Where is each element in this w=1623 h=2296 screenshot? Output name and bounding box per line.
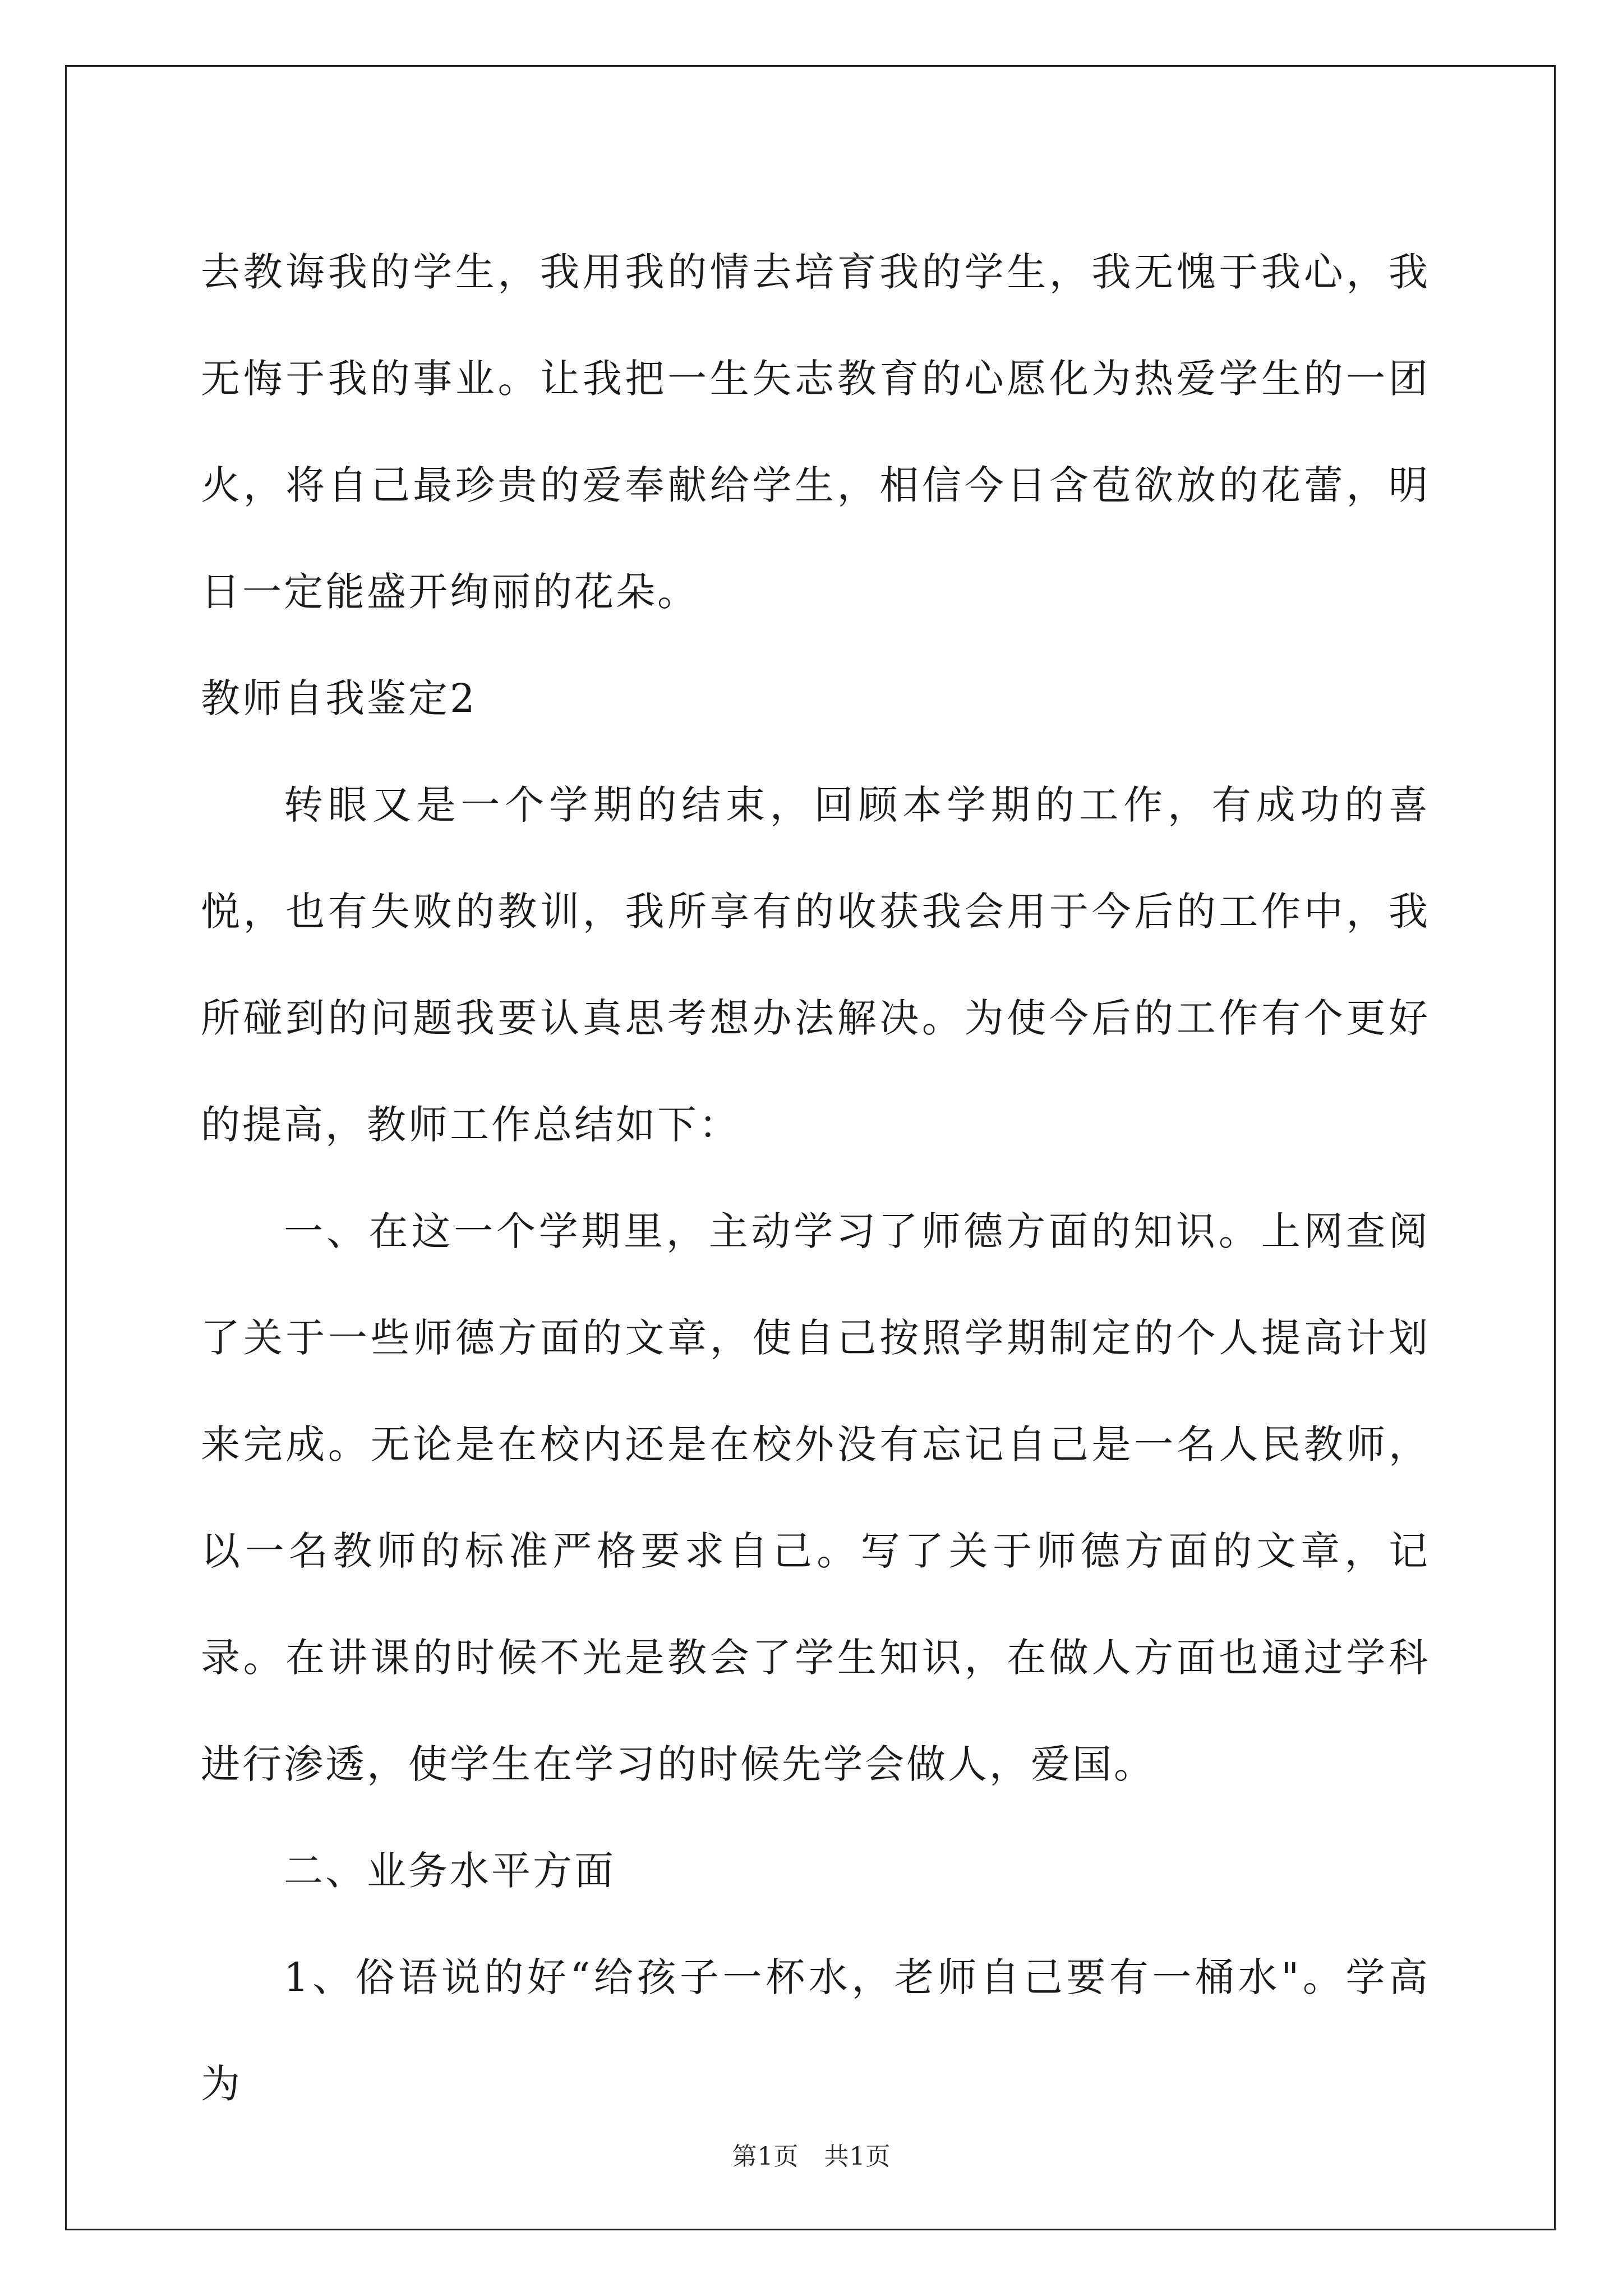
- paragraph-2: 转眼又是一个学期的结束，回顾本学期的工作，有成功的喜悦，也有失败的教训，我所享有的收获我会用于今后的工作中，我所碰到的问题我要认真思考想办法解决。为使今后的工作有个更好的提高，教师工作总结如下：: [201, 782, 1430, 1148]
- section-heading: 教师自我鉴定2: [201, 675, 477, 721]
- paragraph-5: 1、俗语说的好“给孩子一杯水，老师自己要有一桶水"。学高为: [201, 1954, 1430, 2107]
- page-number-footer: 第1页 共1页: [732, 2142, 891, 2171]
- document-body: [201, 219, 1430, 2137]
- paragraph-3: 一、在这一个学期里，主动学习了师德方面的知识。上网查阅了关于一些师德方面的文章，使自己按照学期制定的个人提高计划来完成。无论是在校内还是在校外没有忘记自己是一名人民教师，以一名教师的标准严格要求自己。写了关于师德方面的文章，记录。在讲课的时候不光是教会了学生知识，在做人方面也通过学科进行渗透，使学生在学习的时候先学会做人，爱国。: [201, 1208, 1430, 1787]
- paragraph-1: 去教诲我的学生，我用我的情去培育我的学生，我无愧于我心，我无悔于我的事业。让我把一生矢志教育的心愿化为热爱学生的一团火，将自己最珍贵的爱奉献给学生，相信今日含苞欲放的花蕾，明日一定能盛开绚丽的花朵。: [201, 249, 1430, 615]
- paragraph-4: 二、业务水平方面: [284, 1848, 616, 1894]
